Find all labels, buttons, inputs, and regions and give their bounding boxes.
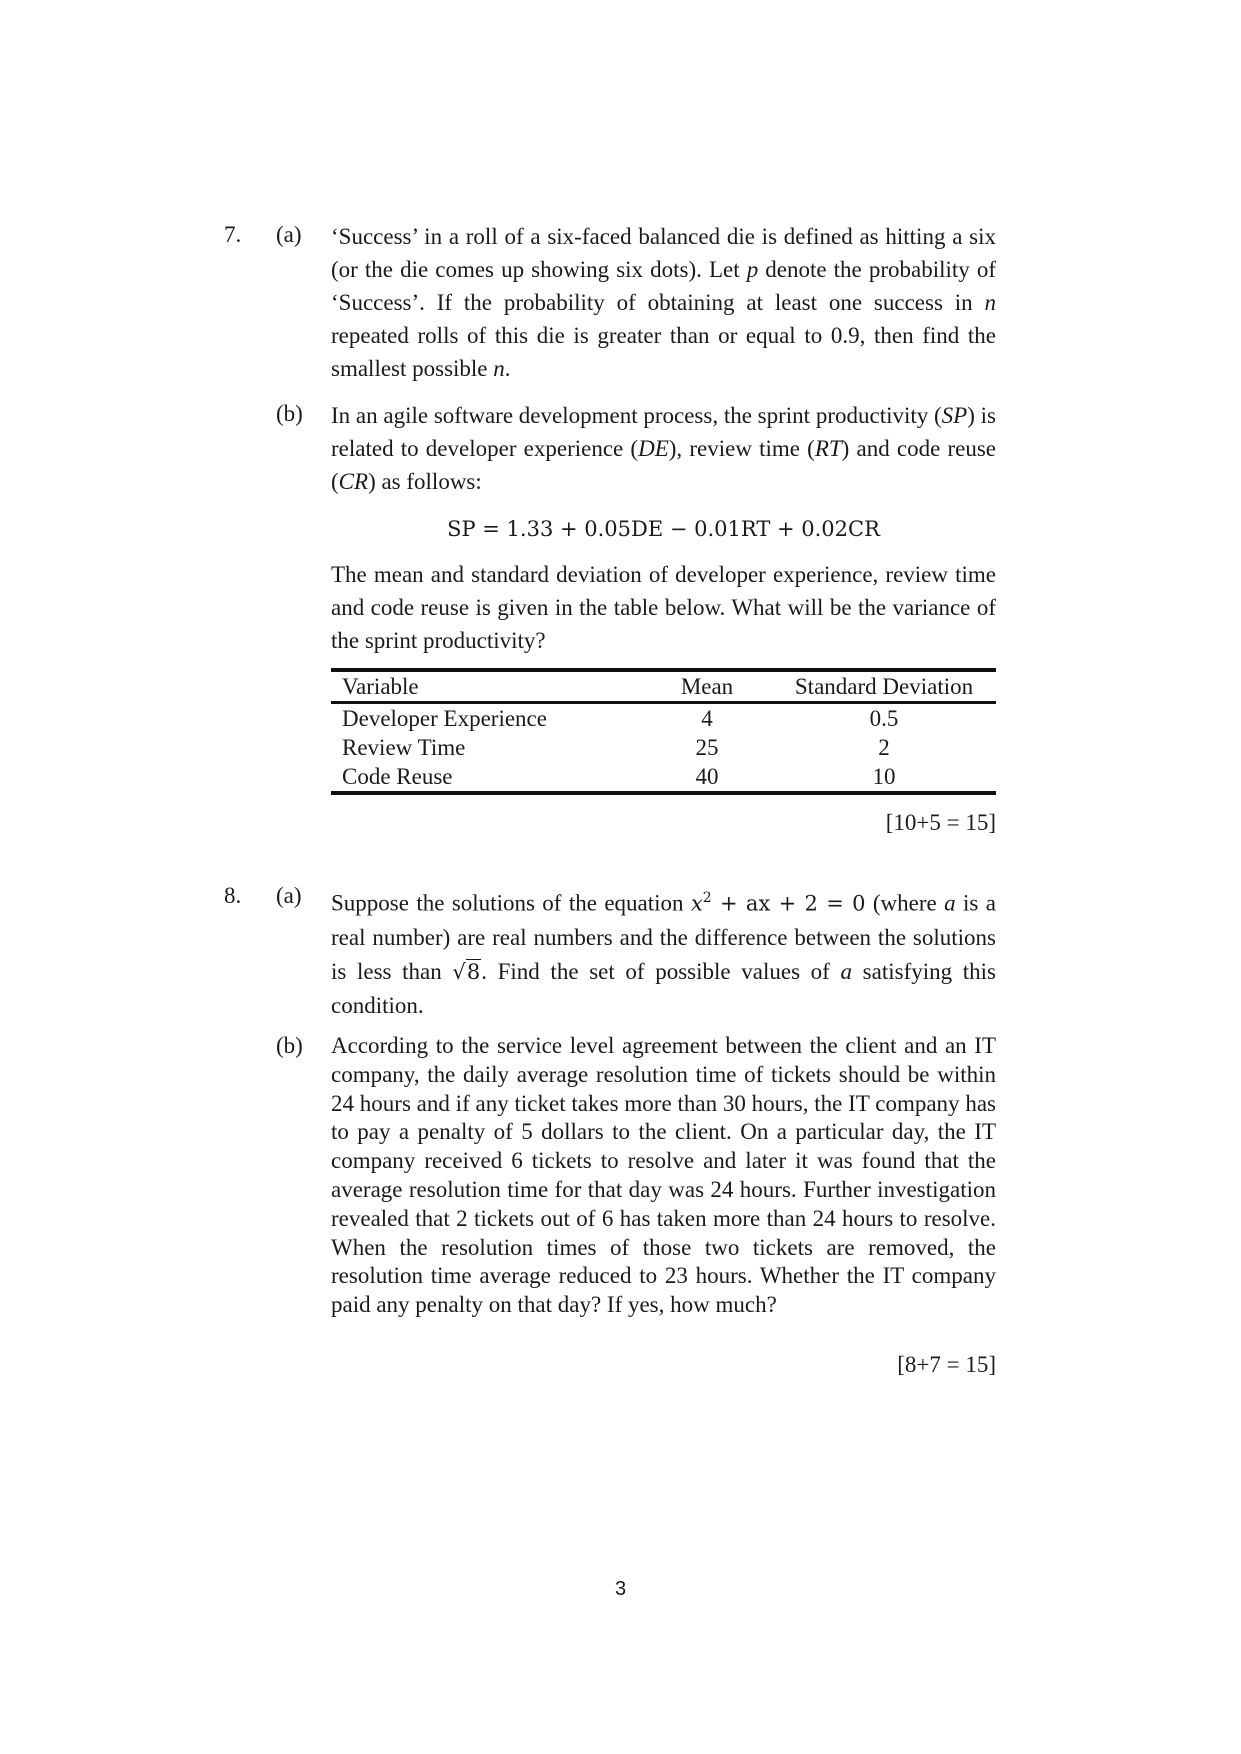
table-cell: Developer Experience [342,706,547,731]
table-header: Standard Deviation [794,674,974,699]
table-header: Mean [680,674,734,699]
table-row [331,733,996,762]
question-8-number: 8. [224,883,242,908]
sprint-productivity-equation [331,517,996,541]
table-cell: 25 [695,735,719,760]
page-number: 3 [614,1578,627,1600]
table-row [331,762,996,793]
table-cell: Review Time [342,735,466,760]
table-cell: 40 [695,764,719,789]
q7b-text: In an agile software development process, the sprint productivity (SP) is related to developer experience (DE), review time (RT) and code reuse (CR) as follows: [331,403,997,494]
table-cell: Code Reuse [342,764,453,789]
q7a-text: ‘Success’ in a roll of a six-faced balanced die is defined as hitting a six (or the die comes up showing six dots). Let p denote the probability of ‘Success’. If the probability of obtaining at least one success in n repeated rolls of this die is greater than or equal to 0.9, then find the smallest possible n. [331,224,996,381]
q8b-text: According to the service level agreement between the client and an IT company, the daily average resolution time of tickets should be within 24 hours and if any ticket takes more than 30 hours, the IT company has to pay a penalty of 5 dollars to the client. On a particular day, the IT company received 6 tickets to resolve and later it was found that the average resolution time for that day was 24 hours. Further investigation revealed that 2 tickets out of 6 has taken more than 24 hours to resolve. When the resolution times of those two tickets are removed, the resolution time average reduced to 23 hours. Whether the IT company paid any penalty on that day? If yes, how much? [331,1033,996,1318]
table-cell: 0.5 [869,706,899,731]
table-cell: 2 [878,735,890,760]
variable-table [331,668,996,795]
q7b-label: (b) [276,401,303,426]
q8a-text: Suppose the solutions of the equation $x^2$ + ax + 2 = 0 (where a is a real number) are real numbers and the difference between the solutions is less than √8. Find the set of possible values of a satisfying this condition. [331,890,997,1018]
q8a-label: (a) [276,883,302,908]
table-header-row [331,670,996,703]
question-7-number: 7. [224,222,242,247]
table-header: Variable [342,674,419,699]
q7a-label: (a) [276,222,302,247]
equation-text: SP = 1.33 + 0.05DE − 0.01RT + 0.02CR [447,517,880,541]
q8b-label: (b) [276,1033,303,1058]
q7-marks: [10+5 = 15] [885,810,996,835]
table-cell: 4 [701,706,713,731]
q8-marks: [8+7 = 15] [897,1352,996,1377]
table-row [331,703,996,734]
sqrt-8: √8 [452,959,481,984]
table-cell: 10 [872,764,896,789]
q7b-para2: The mean and standard deviation of developer experience, review time and code reuse is given in the table below. What will be the variance of the sprint productivity? [331,562,996,653]
